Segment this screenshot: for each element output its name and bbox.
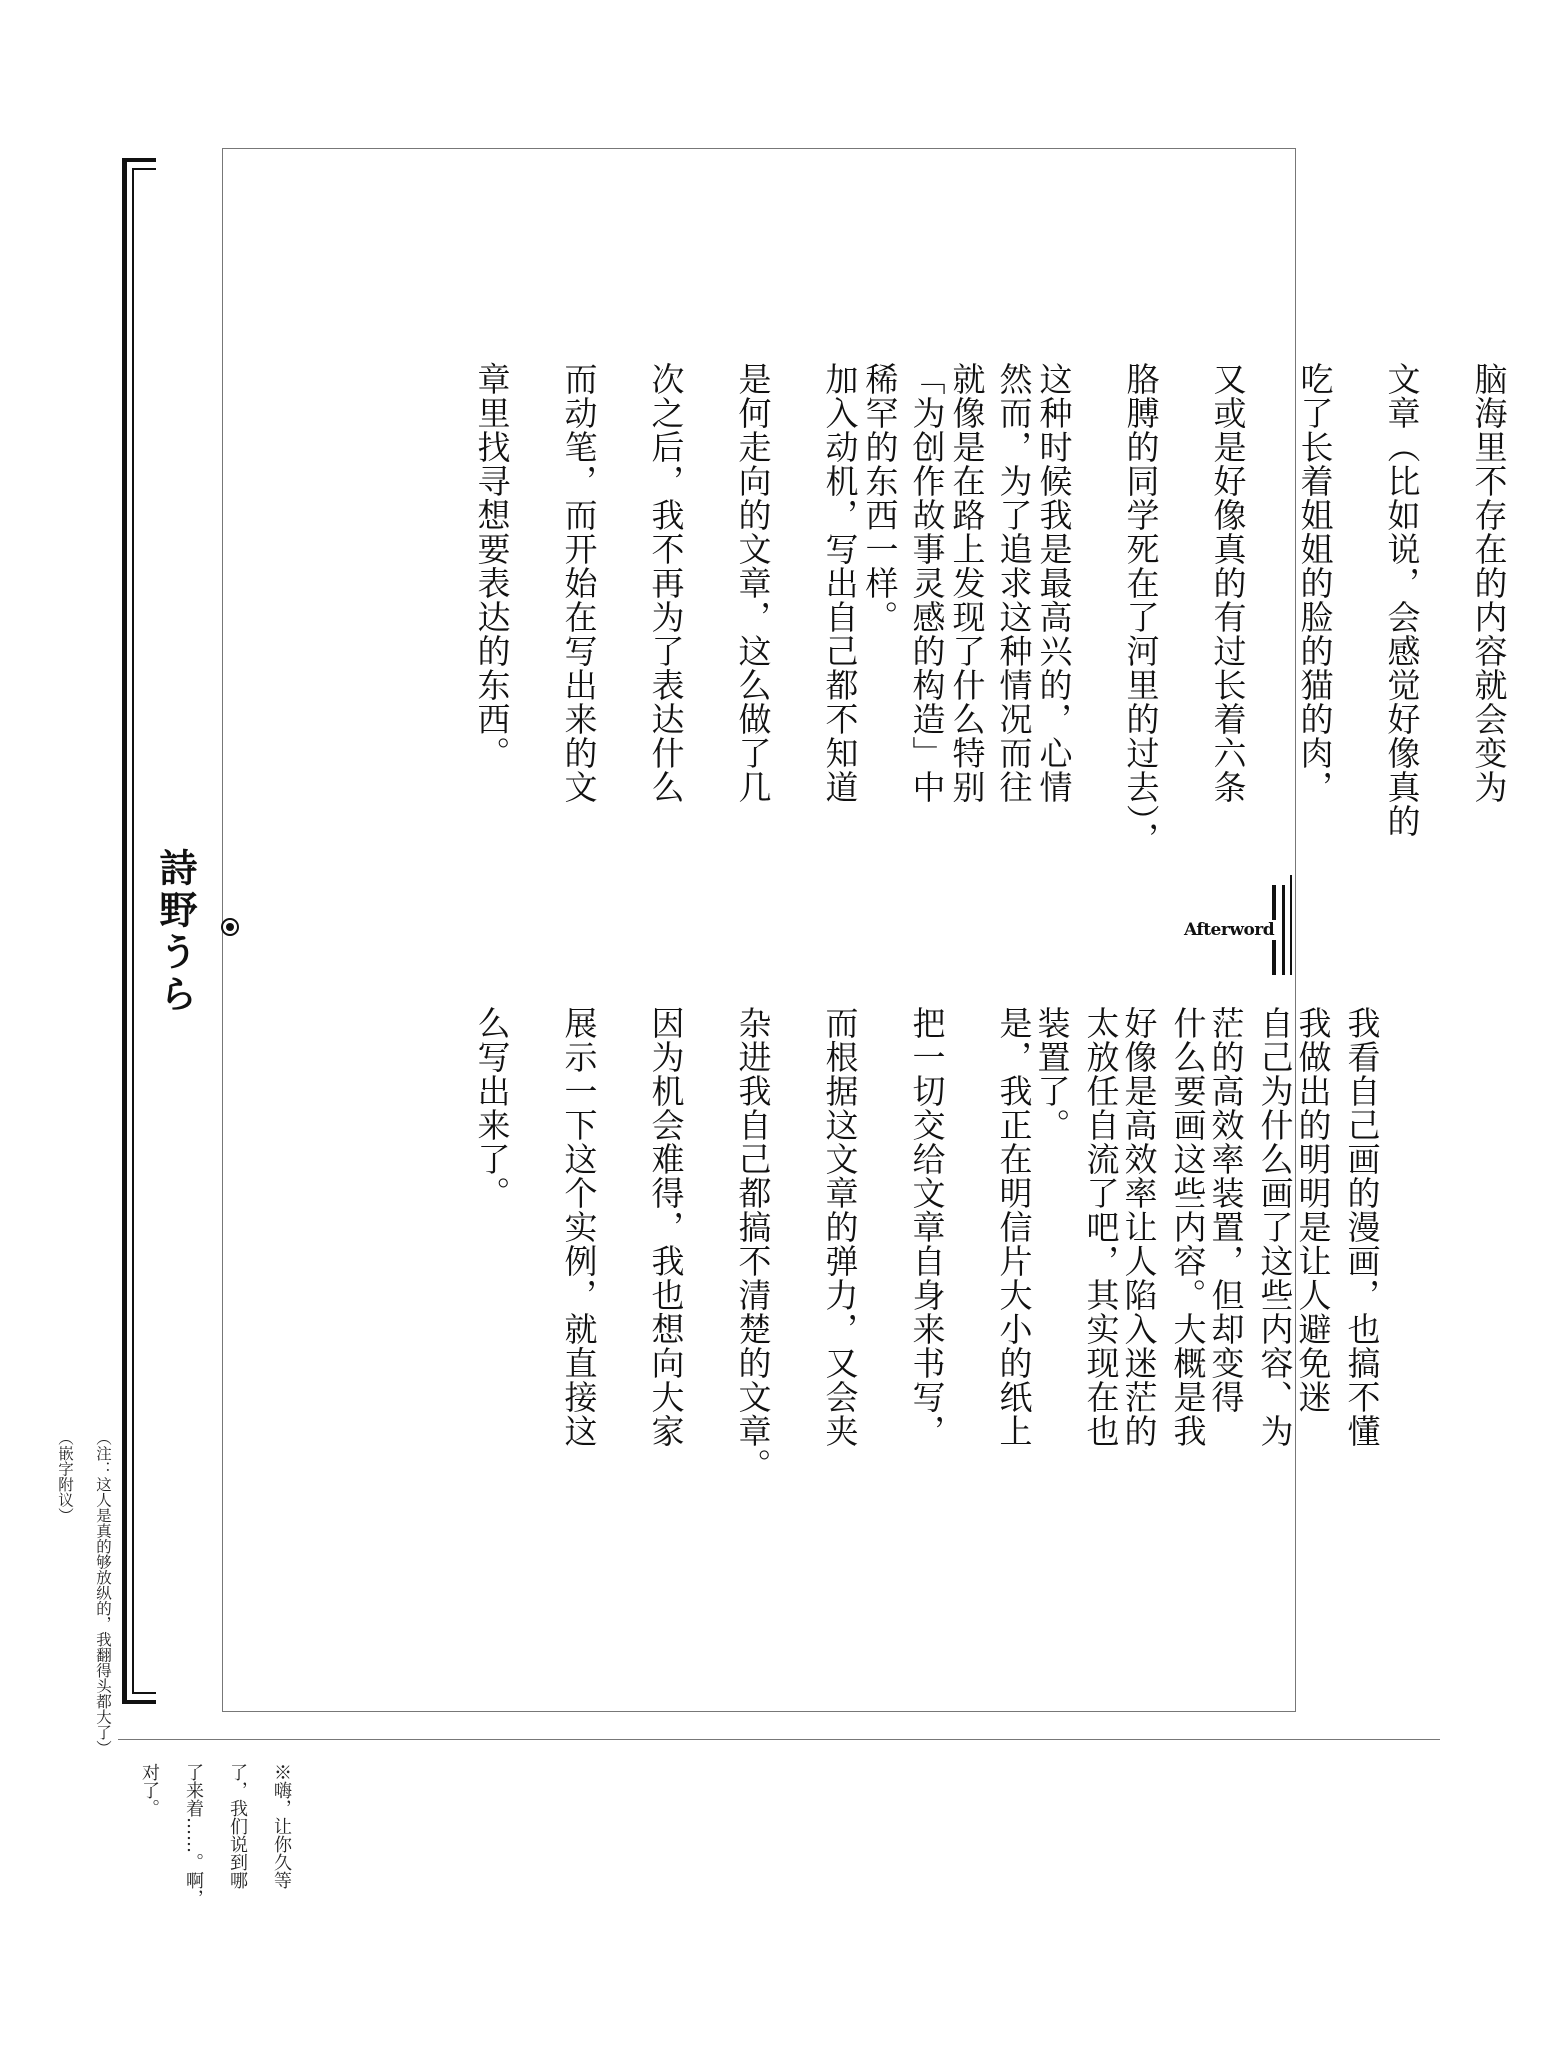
text-line: 胳膊的同学死在了河里的过去）， [1121,362,1161,856]
text-line: 加入动机，写出自己都不知道 [820,362,860,804]
text-line: 就像是在路上发现了什么特别 [947,362,987,804]
footnote [138,1763,314,1907]
footnote-divider [118,1739,1440,1740]
text-line: 我做出的明明是让人避免迷 [1293,1006,1333,1414]
paragraph-2 [470,362,1079,804]
text-line: 脑海里不存在的内容就会变为 [1469,362,1509,804]
text-line: 吃了长着姐姐的脸的猫的肉， [1295,362,1335,804]
text-line: 把一切交给文章自身来书写， [907,1006,947,1448]
section-label-afterword: Afterword [1184,920,1275,940]
footnote-line: ※嗨，让你久等 [271,1763,292,1889]
footnote-line: 对了。 [139,1763,160,1817]
afterword-marker-bar [1290,875,1292,975]
note-line: （嵌字附议） [56,1430,74,1523]
text-line: 这种时候我是最高兴的，心情 [1034,362,1074,804]
text-line: 次之后，我不再为了表达什么 [646,362,686,804]
bullet-icon [221,918,239,936]
text-line: 我看自己画的漫画，也搞不懂 [1342,1006,1382,1448]
text-line: 茫的高效率装置，但却变得 [1206,1006,1246,1414]
text-line: 太放任自流了吧，其实现在也 [1081,1006,1121,1448]
translator-note [55,1430,131,1756]
text-line: 文章（比如说，会感觉好像真的 [1382,362,1422,838]
text-line: 什么要画这些内容。大概是我 [1168,1006,1208,1448]
text-line: 又或是好像真的有过长着六条 [1208,362,1248,804]
text-line: 好像是高效率让人陷入迷茫的 [1119,1006,1159,1448]
footnote-line: 了，我们说到哪 [227,1763,248,1889]
author-name: 詩野うら [153,848,197,1016]
note-line: （注：这人是真的够放纵的，我翻得头都大了） [94,1430,112,1756]
text-line: 杂进我自己都搞不清楚的文章。 [733,1006,773,1482]
text-line: 而根据这文章的弹力，又会夹 [820,1006,860,1448]
text-line: 章里找寻想要表达的东西。 [472,362,512,770]
text-line: 自己为什么画了这些内容、为 [1255,1006,1295,1448]
afterword-marker-bar [1282,885,1285,975]
text-line: 装置了。 [1032,1006,1072,1142]
text-line: 是何走向的文章，这么做了几 [733,362,773,804]
text-line: 展示一下这个实例，就直接这 [559,1006,599,1448]
paragraph-4 [470,1006,1427,1482]
text-line: 然而，为了追求这种情况而往 [994,362,1034,804]
text-line: 「为创作故事灵感的构造」中 [907,362,947,804]
text-line: 而动笔，而开始在写出来的文 [559,362,599,804]
footnote-line: 了来着……。啊， [183,1763,204,1907]
text-line: 么写出来了。 [472,1006,512,1210]
text-line: 稀罕的东西一样。 [860,362,900,634]
text-line: 是，我正在明信片大小的纸上 [994,1006,1034,1448]
text-line: 因为机会难得，我也想向大家 [646,1006,686,1448]
